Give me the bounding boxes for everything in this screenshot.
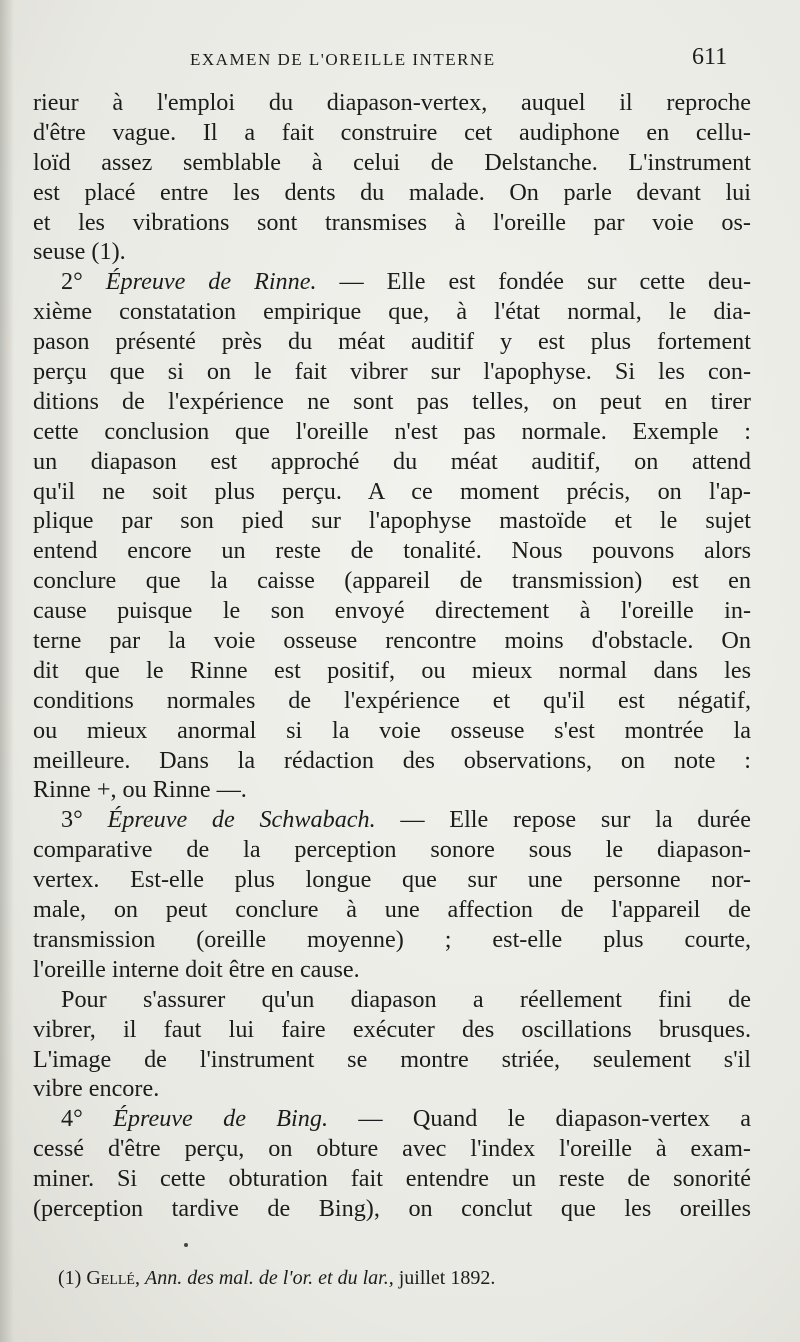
running-title: EXAMEN DE L'OREILLE INTERNE [190,50,496,69]
text-line: un diapason est approché du méat auditif, on attend [33,447,751,475]
text-line [33,267,751,297]
text-segment: — Elle repose sur la durée [375,806,751,834]
text-line: (perception tardive de Bing), on conclut que les oreilles [33,1194,751,1222]
text-line: cessé d'être perçu, on obture avec l'index l'oreille à exam- [33,1135,751,1163]
text-line: conclure que la caisse (appareil de transmission) est en [33,567,751,595]
page-header [0,44,800,80]
text-line: est placé entre les dents du malade. On parle devant lui [33,178,751,206]
footnote-journal: Ann. des mal. de l'or. et du lar., [144,1267,394,1289]
text-line: transmission (oreille moyenne) ; est-elle plus courte, [33,925,751,953]
footnote-marker: (1) [58,1267,82,1289]
text-line: perçu que si on le fait vibrer sur l'apophyse. Si les con- [33,358,751,386]
text-line: meilleure. Dans la rédaction des observations, on note : [33,746,751,774]
text-line: terne par la voie osseuse rencontre moins d'obstacle. On [33,627,751,655]
text-line: xième constatation empirique que, à l'état normal, le dia- [33,298,751,326]
text-line: l'oreille interne doit être en cause. [33,955,360,983]
text-line: vibrer, il faut lui faire exécuter des oscillations brusques. [33,1015,751,1043]
text-line [33,1104,751,1134]
footnote-date: juillet 1892. [398,1267,496,1289]
text-segment: 4° [61,1105,114,1133]
text-line: plique par son pied sur l'apophyse mastoïde et le sujet [33,507,751,535]
text-line: conditions normales de l'expérience et qu'il est négatif, [33,686,751,714]
text-line [33,805,751,835]
text-line: entend encore un reste de tonalité. Nous pouvons alors [33,537,751,565]
text-line: Pour s'assurer qu'un diapason a réellement fini de [61,985,751,1013]
text-segment: — Elle est fondée sur cette deu- [316,268,751,296]
section-heading: Épreuve de Bing. [113,1105,329,1133]
text-line: ou mieux anormal si la voie osseuse s'est montrée la [33,716,751,744]
text-line: dit que le Rinne est positif, ou mieux normal dans les [33,656,751,684]
text-segment: — Quand le diapason-vertex a [328,1105,751,1133]
text-line: d'être vague. Il a fait construire cet audiphone en cellu- [33,118,751,146]
text-line: cause puisque le son envoyé directement à l'oreille in- [33,597,751,625]
body-text [33,88,751,1224]
footnote-author: Gellé, [86,1267,140,1289]
footnote-separator-dot [184,1243,188,1247]
text-line: comparative de la perception sonore sous le diapason- [33,836,751,864]
text-line: pason présenté près du méat auditif y est plus fortement [33,328,751,356]
text-line: male, on peut conclure à une affection de l'appareil de [33,896,751,924]
text-line: ditions de l'expérience ne sont pas telles, on peut en tirer [33,387,751,415]
text-line: vertex. Est-elle plus longue que sur une personne nor- [33,866,751,894]
text-line: loïd assez semblable à celui de Delstanche. L'instrument [33,148,751,176]
section-heading: Épreuve de Schwabach. [107,806,376,834]
text-line: L'image de l'instrument se montre striée, seulement s'il [33,1045,751,1073]
text-line: seuse (1). [33,238,126,266]
text-line: qu'il ne soit plus perçu. A ce moment précis, on l'ap- [33,477,751,505]
text-line: cette conclusion que l'oreille n'est pas normale. Exemple : [33,417,751,445]
footnote [58,1264,758,1292]
text-segment: 3° [61,806,108,834]
text-line: et les vibrations sont transmises à l'oreille par voie os- [33,208,751,236]
section-heading: Épreuve de Rinne. [105,268,317,296]
text-line: rieur à l'emploi du diapason-vertex, auquel il reproche [33,89,751,116]
page-number: 611 [692,44,728,70]
text-segment: 2° [61,268,106,296]
text-line: miner. Si cette obturation fait entendre un reste de sonorité [33,1165,751,1193]
page-gutter-shadow [0,0,14,1342]
text-line: vibre encore. [33,1075,160,1103]
text-line: Rinne +, ou Rinne —. [33,776,247,804]
